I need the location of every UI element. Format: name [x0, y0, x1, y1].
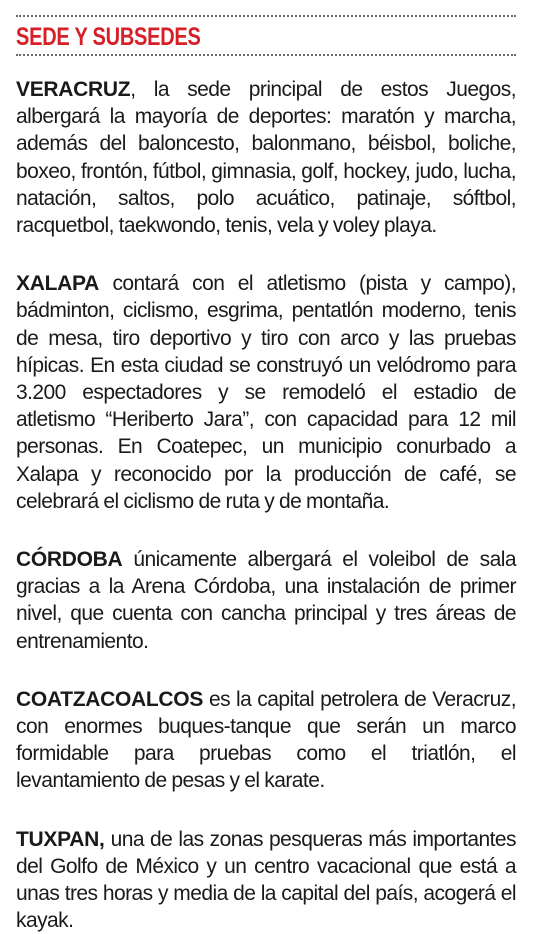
paragraph-xalapa — [16, 270, 516, 515]
city-name-cordoba: CÓRDOBA — [16, 548, 123, 572]
paragraph-text: contará con el atletismo (pista y campo), bádminton, ciclismo, esgrima, pentatlón moderno, tenis de mesa, tiro deportivo y tiro con arco y las pruebas hípicas. En esta ciudad se construyó un velódromo para 3.200 espectadores y se remodeló el estadio de atletismo “Heriberto Jara”, con capacidad para 12 mil personas. En Coatepec, un municipio conurbado a Xalapa y reconocido por la producción de café, se celebrará el ciclismo de ruta y de montaña. — [16, 272, 516, 513]
dotted-rule-top — [16, 15, 516, 17]
article-sidebar — [16, 0, 516, 934]
section-heading: SEDE Y SUBSEDES — [16, 23, 201, 51]
paragraph-veracruz — [16, 76, 516, 239]
paragraph-text: es la capital petrolera de Veracruz, con enormes buques-tanque que serán un marco formidable para pruebas como el triatlón, el levantamiento de pesas y el karate. — [16, 687, 516, 793]
paragraph-text: únicamente albergará el voleibol de sala gracias a la Arena Córdoba, una instalación de primer nivel, que cuenta con cancha principal y tres áreas de entrenamiento. — [16, 548, 516, 653]
paragraph-cordoba — [16, 546, 516, 655]
dotted-rule-bottom — [16, 54, 516, 56]
city-name-tuxpan: TUXPAN, — [16, 827, 105, 851]
paragraph-coatzacoalcos — [16, 686, 516, 795]
city-name-xalapa: XALAPA — [16, 272, 99, 296]
paragraph-tuxpan — [16, 826, 516, 934]
paragraph-text: una de las zonas pesqueras más importantes del Golfo de México y un centro vacacional que está a unas tres horas y media de la capital del país, acogerá el kayak. — [16, 827, 516, 933]
city-name-veracruz: VERACRUZ — [16, 78, 131, 101]
article-body — [16, 76, 516, 934]
paragraph-text: , la sede principal de estos Juegos, albergará la mayoría de deportes: maratón y marcha, además del baloncesto, balonmano, béisbol, boliche, boxeo, frontón, fútbol, gimnasia, golf, hockey, judo, lucha, natación, saltos, polo acuático, patinaje, sóftbol, racquetbol, taekwondo, tenis, vela y voley playa. — [16, 78, 516, 238]
city-name-coatzacoalcos: COATZACOALCOS — [16, 687, 204, 711]
